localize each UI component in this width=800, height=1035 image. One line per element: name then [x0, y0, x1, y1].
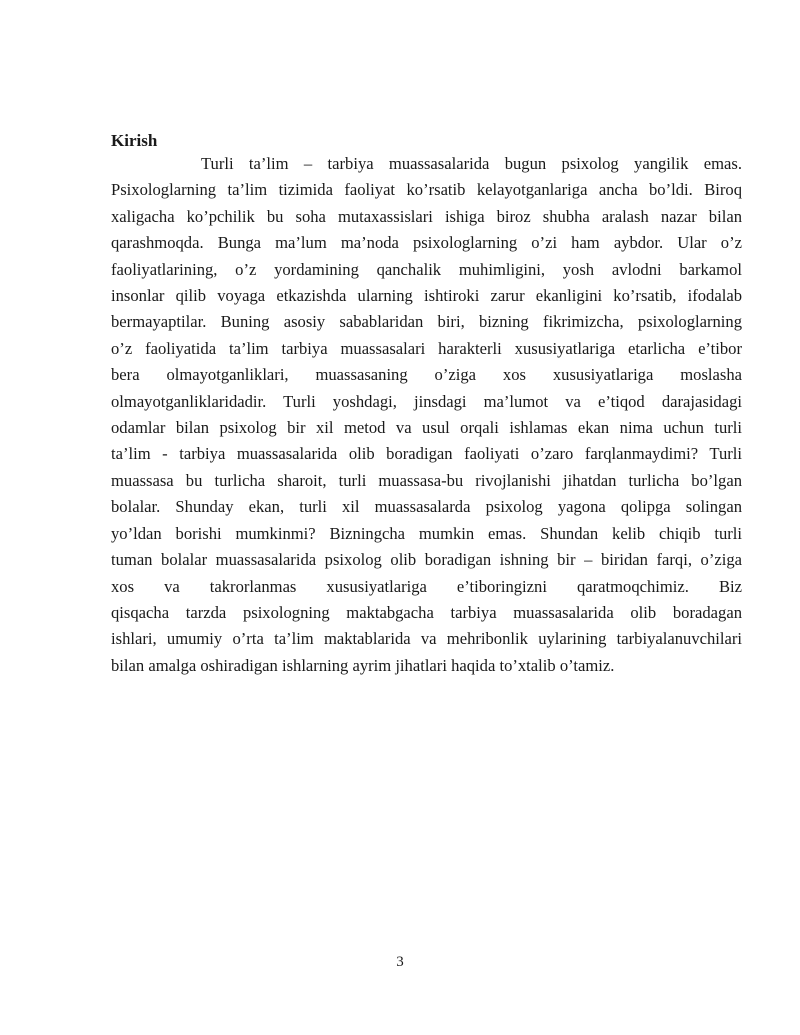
paragraph-line: yo’ldan borishi mumkinmi? Bizningcha mumkin emas. Shundan kelib chiqib turli	[111, 523, 742, 543]
paragraph-line: xos va takrorlanmas xususiyatlariga e’tiboringizni qaratmoqchimiz. Biz	[111, 576, 742, 596]
paragraph-line: Psixologlarning ta’lim tizimida faoliyat ko’rsatib kelayotganlariga ancha bo’ldi. Biroq	[111, 180, 742, 200]
paragraph-line: o’z faoliyatida ta’lim tarbiya muassasalari harakterli xususiyatlariga etarlicha e’tibor	[111, 338, 742, 358]
paragraph-line: xaligacha ko’pchilik bu soha mutaxassislari ishiga biroz shubha aralash nazar bilan	[111, 206, 742, 226]
paragraph-line: olmayotganliklaridadir. Turli yoshdagi, jinsdagi ma’lumot va e’tiqod darajasidagi	[111, 391, 742, 411]
paragraph-line: bolalar. Shunday ekan, turli xil muassasalarda psixolog yagona qolipga solingan	[111, 497, 742, 517]
paragraph-line: qarashmoqda. Bunga ma’lum ma’noda psixologlarning o’zi ham aybdor. Ular o’z	[111, 233, 742, 253]
paragraph-line: tuman bolalar muassasalarida psixolog olib boradigan ishning bir – biridan farqi, o’ziga	[111, 550, 742, 570]
paragraph-line: muassasa bu turlicha sharoit, turli muassasa-bu rivojlanishi jihatdan turlicha bo’lgan	[111, 470, 742, 490]
paragraph-line: insonlar qilib voyaga etkazishda ularning ishtiroki zarur ekanligini ko’rsatib, ifodalab	[111, 286, 742, 306]
body-paragraph	[111, 151, 742, 679]
paragraph-line: odamlar bilan psixolog bir xil metod va usul orqali ishlamas ekan nima uchun turli	[111, 418, 742, 438]
paragraph-line: bera olmayotganliklari, muassasaning o’ziga xos xususiyatlariga moslasha	[111, 365, 742, 385]
section-heading: Kirish	[111, 131, 158, 150]
paragraph-line: Turli ta’lim – tarbiya muassasalarida bugun psixolog yangilik emas.	[201, 154, 742, 173]
paragraph-line: ishlari, umumiy o’rta ta’lim maktablarida va mehribonlik uylarining tarbiyalanuvchilari	[111, 629, 742, 649]
paragraph-line: bilan amalga oshiradigan ishlarning ayrim jihatlari haqida to’xtalib o’tamiz.	[111, 655, 615, 675]
paragraph-line: qisqacha tarzda psixologning maktabgacha tarbiya muassasalarida olib boradagan	[111, 602, 742, 622]
page-number: 3	[396, 954, 404, 970]
paragraph-line: faoliyatlarining, o’z yordamining qanchalik muhimligini, yosh avlodni barkamol	[111, 259, 742, 279]
paragraph-line: bermayaptilar. Buning asosiy sabablaridan biri, bizning fikrimizcha, psixologlarning	[111, 312, 742, 332]
paragraph-line: ta’lim - tarbiya muassasalarida olib boradigan faoliyati o’zaro farqlanmaydimi? Turli	[111, 444, 742, 464]
